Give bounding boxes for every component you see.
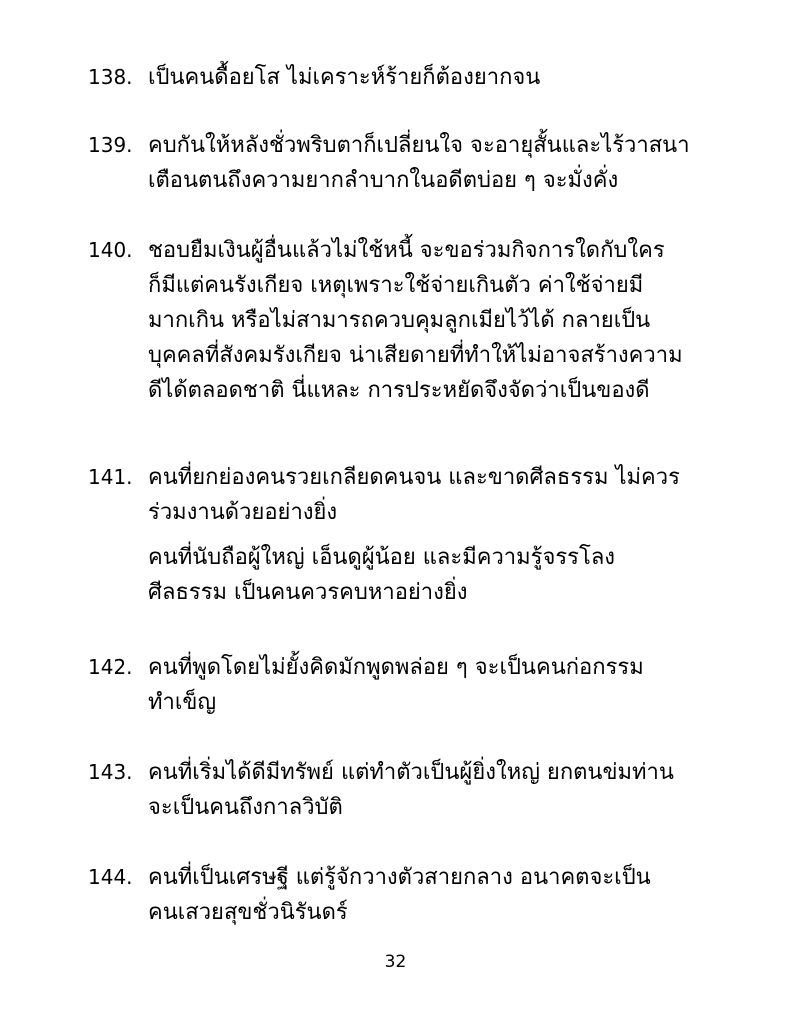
entry-number: 143.: [88, 760, 133, 784]
entry-text: คนที่นับถือผู้ใหญ่ เอ็นดูผู้น้อย และมีความรู้จรรโลง: [148, 545, 616, 570]
entry-line: [88, 755, 738, 790]
entry-text: บุคคลที่สังคมรังเกียจ น่าเสียดายที่ทำให้ไม่อาจสร้างความ: [148, 343, 683, 368]
entry-text: ก็มีแต่คนรังเกียจ เหตุเพราะใช้จ่ายเกินตัว ค่าใช้จ่ายมี: [148, 273, 644, 298]
entry-line: [88, 895, 738, 930]
entry-line: [88, 860, 738, 895]
entry-140: [88, 233, 738, 408]
entry-line: [88, 373, 738, 408]
entry-text: ร่วมงานด้วยอย่างยิ่ง: [148, 500, 338, 525]
entry-number: 138.: [88, 65, 133, 89]
entry-line: [88, 575, 738, 610]
entry-text: คนที่พูดโดยไม่ยั้งคิดมักพูดพล่อย ๆ จะเป็นคนก่อกรรม: [148, 655, 644, 680]
entry-text: คนเสวยสุขชั่วนิรันดร์: [148, 900, 348, 925]
entry-number: 142.: [88, 655, 133, 679]
entry-138: [88, 60, 738, 95]
entry-text: เตือนตนถึงความยากลำบากในอดีตบ่อย ๆ จะมั่งคั่ง: [148, 168, 619, 193]
entry-number: 144.: [88, 865, 133, 889]
entry-139: [88, 128, 738, 198]
entry-144: [88, 860, 738, 930]
page-number: 32: [384, 952, 407, 972]
entry-text: ศีลธรรม เป็นคนควรคบหาอย่างยิ่ง: [148, 580, 468, 605]
entry-143: [88, 755, 738, 825]
entry-text: ชอบยืมเงินผู้อื่นแล้วไม่ใช้หนี้ จะขอร่วมกิจการใดกับใคร: [148, 238, 665, 263]
entry-text: ดีได้ตลอดชาติ นี่แหละ การประหยัดจึงจัดว่าเป็นของดี: [148, 378, 650, 403]
entry-line: [88, 495, 738, 530]
entry-line: [88, 268, 738, 303]
entry-line: [88, 303, 738, 338]
entry-line: [88, 685, 738, 720]
entry-text: คบกันให้หลังชั่วพริบตาก็เปลี่ยนใจ จะอายุสั้นและไร้วาสนา: [148, 133, 690, 158]
entry-number: 139.: [88, 133, 133, 157]
entry-line: [88, 163, 738, 198]
entry-number: 141.: [88, 465, 133, 489]
entry-142: [88, 650, 738, 720]
entry-text: ทำเข็ญ: [148, 690, 217, 715]
entry-number: 140.: [88, 238, 133, 262]
entry-141: [88, 460, 738, 610]
entry-line: [88, 460, 738, 495]
entry-text: จะเป็นคนถึงกาลวิบัติ: [148, 795, 343, 820]
entry-line: [88, 650, 738, 685]
entry-line: [88, 790, 738, 825]
entry-text: คนที่ยกย่องคนรวยเกลียดคนจน และขาดศีลธรรม ไม่ควร: [148, 465, 680, 490]
entry-text: มากเกิน หรือไม่สามารถควบคุมลูกเมียไว้ได้ กลายเป็น: [148, 308, 651, 333]
entry-line: [88, 233, 738, 268]
entry-line: [88, 128, 738, 163]
entry-text: คนที่เป็นเศรษฐี แต่รู้จักวางตัวสายกลาง อนาคตจะเป็น: [148, 865, 651, 890]
entry-line: [88, 338, 738, 373]
entry-line: [88, 540, 738, 575]
entry-text: คนที่เริ่มได้ดีมีทรัพย์ แต่ทำตัวเป็นผู้ยิ่งใหญ่ ยกตนข่มท่าน: [148, 760, 674, 785]
entry-line: [88, 60, 738, 95]
entry-text: เป็นคนดื้อยโส ไม่เคราะห์ร้ายก็ต้องยากจน: [148, 65, 541, 90]
